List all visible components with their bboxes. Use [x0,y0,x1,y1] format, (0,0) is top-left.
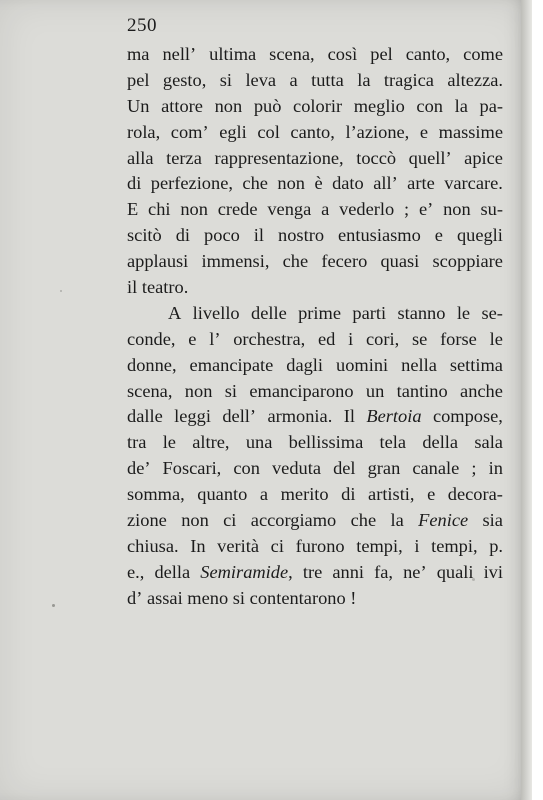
text-line [127,42,503,68]
word: si [219,69,233,90]
word: p. [489,535,503,556]
word: ; [471,458,477,479]
text-line [127,482,503,508]
word: Il [343,406,355,427]
word: l’ [209,328,221,349]
word: rappresentazione, [214,147,344,168]
word: rola, [127,121,161,142]
word: non [277,173,305,194]
word: tutta [311,69,344,90]
word: alla [127,147,154,168]
word: chi [148,199,171,220]
word: la [390,510,404,531]
word: pel [127,69,150,90]
word: non [214,95,243,116]
word: e., [127,561,145,582]
word: tempi, [431,535,478,556]
word: cori, [366,328,400,349]
word: gesto, [162,69,207,90]
word: tre [302,561,323,582]
word: non [180,199,208,220]
word: Bertoia [366,406,422,427]
word: uomini [336,354,389,375]
word: tantino [396,380,448,401]
word: settima [449,354,503,375]
word: che [242,173,268,194]
text-line [127,353,503,379]
word: apice [464,147,503,168]
word: e’ [418,199,434,220]
word: dell’ [222,406,257,427]
word: scoppiare [432,251,503,272]
page-edge-shadow [521,0,532,800]
word: sia [482,510,503,531]
word: forse [440,328,477,349]
word: che [282,251,309,272]
word: prime [298,302,342,323]
word: delle [251,302,287,323]
word: ci [270,535,284,556]
word: meno [187,587,229,608]
word: verità [217,535,260,556]
text-line [127,327,503,353]
word: orchestra, [233,328,306,349]
text-line [127,379,503,405]
word: massime [438,121,503,142]
word: zione [127,510,167,531]
word: con [416,95,443,116]
word: ivi [483,561,503,582]
word: quali [436,561,474,582]
word: le [489,328,503,349]
word: della [154,561,191,582]
word: il [253,225,265,246]
word: e [188,328,197,349]
word: egli [219,121,247,142]
word: col [257,121,280,142]
word: merito [280,484,329,505]
paper-speck [52,604,55,607]
word: Foscari, [162,458,222,479]
text-line [127,508,503,534]
word: la [454,95,468,116]
word: E [127,199,139,220]
word: di [175,225,191,246]
text-line [127,223,503,249]
word: pa- [479,95,503,116]
text-line [127,171,503,197]
word: Semiramide, [200,561,293,582]
word: applausi [127,251,189,272]
word: dagli [286,354,324,375]
word: che [350,510,377,531]
text-line [127,249,503,275]
word: livello [192,302,240,323]
word: parti [352,302,387,323]
word: ci [223,510,237,531]
word: dalle [127,406,163,427]
word: gran [367,458,401,479]
word: arte [407,173,435,194]
word: fecero [321,251,368,272]
word: non [443,199,471,220]
word: ! [350,587,357,608]
word: del [333,458,356,479]
word: quanto [197,484,248,505]
word: il [127,277,138,298]
word: terza [166,147,202,168]
word: le [162,432,176,453]
word: perfezione, [150,173,233,194]
word: donne, [127,354,177,375]
word: canto, [405,44,451,64]
text-line [127,301,503,327]
word: si [224,380,238,401]
word: crede [217,199,258,220]
word: quasi [380,251,420,272]
word: compose, [432,406,503,427]
word: se [411,328,428,349]
word: venga [267,199,312,220]
word: altre, [192,432,230,453]
word: della [422,432,459,453]
word: tragica [383,69,434,90]
word: su- [480,199,503,220]
word: non [184,380,213,401]
word: veduta [271,458,322,479]
word: toccò [356,147,397,168]
word: nell’ [162,44,197,64]
paragraph [127,42,503,301]
word: in [488,458,503,479]
word: canale [412,458,460,479]
word: immensi, [201,251,270,272]
word: contentarono [249,587,346,608]
word: Fenice [418,510,469,531]
word: altezza. [447,69,503,90]
text-line [127,534,503,560]
word: sala [474,432,503,453]
word: furono [295,535,345,556]
word: anni [332,561,365,582]
text-line [127,68,503,94]
word: ultima [209,44,257,64]
word: può [253,95,282,116]
word: fa, [374,561,394,582]
word: si [232,587,246,608]
word: all’ [373,173,398,194]
word: a [259,484,269,505]
word: e [427,484,436,505]
word: i [414,535,420,556]
word: la [357,69,371,90]
word: leggi [174,406,211,427]
word: leva [245,69,277,90]
word: poco [204,225,240,246]
text-line [127,146,503,172]
word: Un [127,95,150,116]
word: tela [379,432,407,453]
text-line [127,94,503,120]
word: quegli [456,225,503,246]
word: artisti, [368,484,415,505]
word: chiusa. [127,535,179,556]
page-number: 250 [127,15,157,36]
word: bellissima [288,432,364,453]
word: di [341,484,356,505]
word: ne’ [403,561,427,582]
text-line [127,586,503,612]
word: pel [370,44,393,64]
word: se- [481,302,503,323]
word: varcare. [444,173,503,194]
word: vederlo [339,199,395,220]
word: decora- [447,484,503,505]
word: anche [460,380,503,401]
word: assai [146,587,183,608]
word: A [168,302,182,323]
word: d’ [127,587,143,608]
word: ma [127,44,150,64]
word: somma, [127,484,185,505]
word: entusiasmo [338,225,421,246]
word: non [181,510,209,531]
word: emancipate [189,354,274,375]
word: ; [404,199,410,220]
word: come [463,44,503,64]
word: i [348,328,354,349]
word: tempi, [356,535,403,556]
word: de’ [127,458,151,479]
word: è [314,173,323,194]
word: e [419,121,429,142]
word: dato [332,173,364,194]
word: armonia. [267,406,333,427]
word: quell’ [408,147,452,168]
text-line [127,120,503,146]
word: scena, [127,380,173,401]
word: di [127,173,142,194]
text-line [127,275,503,301]
word: emanciparono [249,380,354,401]
text-line [127,430,503,456]
word: nella [401,354,437,375]
word: a [321,199,330,220]
text-line [127,197,503,223]
word: così [327,44,358,64]
word: meglio [353,95,405,116]
word: stanno [397,302,446,323]
word: In [190,535,206,556]
text-block [127,10,503,612]
word: accorgiamo [250,510,337,531]
word: teatro. [141,277,189,298]
text-line [127,560,503,586]
word: colorir [293,95,343,116]
word: scitò [127,225,162,246]
word: e [434,225,443,246]
word: un [365,380,385,401]
word: nostro [278,225,325,246]
word: tra [127,432,147,453]
word: l’azione, [345,121,410,142]
word: con [233,458,260,479]
word: una [245,432,273,453]
text-line [127,404,503,430]
word: canto, [290,121,335,142]
word: attore [161,95,203,116]
word: conde, [127,328,176,349]
word: scena, [269,44,315,64]
word: ed [317,328,336,349]
text-line [127,456,503,482]
paper-speck [60,290,62,292]
word: com’ [170,121,209,142]
word: a [289,69,298,90]
body-text [127,42,503,612]
paragraph [127,301,503,612]
word: le [456,302,471,323]
